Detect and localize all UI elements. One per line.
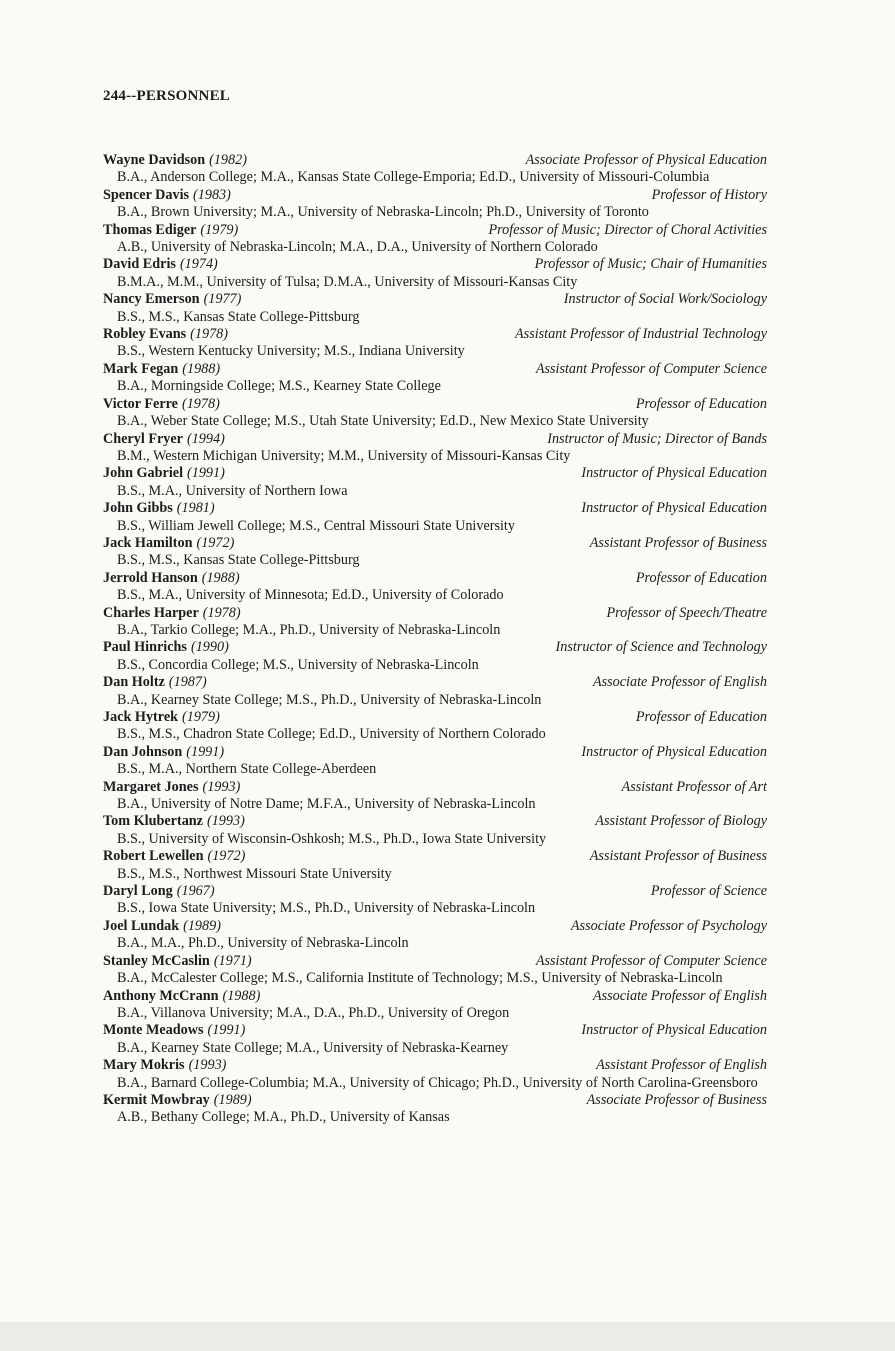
faculty-degrees: B.A., University of Notre Dame; M.F.A., University of Nebraska-Lincoln [117, 796, 536, 813]
personnel-entry [103, 361, 767, 396]
faculty-title: Professor of Education [635, 709, 767, 725]
page-bottom-margin [0, 1322, 895, 1351]
entry-heading [103, 326, 767, 343]
faculty-name: David Edris [103, 256, 176, 273]
faculty-name: Victor Ferre [103, 395, 178, 412]
entry-heading [103, 291, 767, 308]
faculty-name: Cheryl Fryer [103, 430, 183, 447]
faculty-name: Jack Hytrek [103, 709, 179, 725]
faculty-title: Professor of Education [635, 569, 767, 586]
name-and-year [103, 674, 207, 691]
faculty-name: Jack Hamilton [103, 534, 193, 551]
faculty-title: Instructor of Music; Director of Bands [547, 430, 767, 447]
appointment-year: (1989) [183, 917, 221, 934]
appointment-year: (1987) [168, 674, 207, 691]
name-and-year [103, 639, 229, 656]
faculty-name: Tom Klubertanz [103, 813, 203, 830]
faculty-degrees: B.A., Brown University; M.A., University of Nebraska-Lincoln; Ph.D., University of Toronto [117, 204, 649, 221]
faculty-degrees: B.S., Concordia College; M.S., University of Nebraska-Lincoln [117, 656, 479, 673]
faculty-title: Assistant Professor of Business [589, 534, 767, 551]
faculty-title: Instructor of Science and Technology [555, 639, 767, 656]
faculty-degrees: B.A., Kearney State College; M.S., Ph.D., University of Nebraska-Lincoln [117, 691, 542, 708]
appointment-year: (1993) [202, 778, 241, 795]
faculty-name: Robert Lewellen [103, 848, 204, 865]
appointment-year: (1991) [207, 1022, 246, 1039]
personnel-entry [103, 709, 767, 744]
faculty-name: Jerrold Hanson [103, 569, 198, 586]
faculty-name: Nancy Emerson [103, 291, 200, 308]
personnel-entry [103, 535, 767, 570]
name-and-year [103, 187, 231, 204]
faculty-title: Instructor of Physical Education [581, 500, 767, 517]
faculty-title: Professor of Science [650, 883, 767, 900]
name-and-year [103, 1092, 252, 1109]
faculty-title: Assistant Professor of Industrial Technology [515, 326, 767, 343]
appointment-year: (1991) [186, 743, 225, 760]
faculty-name: Mark Fegan [103, 360, 179, 377]
appointment-year: (1979) [200, 221, 239, 238]
entry-heading [103, 361, 767, 378]
personnel-entry [103, 1057, 767, 1092]
faculty-name: Margaret Jones [103, 778, 199, 795]
entry-heading [103, 152, 767, 169]
name-and-year [103, 396, 220, 413]
personnel-entry [103, 918, 767, 953]
appointment-year: (1977) [203, 291, 242, 308]
faculty-degrees: B.A., Morningside College; M.S., Kearney State College [117, 378, 441, 395]
faculty-degrees: B.A., Anderson College; M.A., Kansas State College-Emporia; Ed.D., University of Missouri-Columbia [117, 169, 710, 186]
faculty-title: Assistant Professor of Computer Science [535, 360, 767, 377]
appointment-year: (1988) [182, 360, 221, 377]
page-header: 244--PERSONNEL [103, 88, 230, 104]
appointment-year: (1978) [181, 395, 220, 412]
faculty-name: John Gibbs [103, 500, 173, 517]
faculty-degrees: B.S., M.S., Chadron State College; Ed.D., University of Northern Colorado [117, 726, 546, 743]
entry-heading [103, 848, 767, 865]
entry-heading [103, 570, 767, 587]
faculty-degrees: B.A., Barnard College-Columbia; M.A., University of Chicago; Ph.D., University of North Carolina-Greensboro [117, 1074, 758, 1091]
entry-heading [103, 674, 767, 691]
personnel-entry [103, 674, 767, 709]
faculty-title: Instructor of Physical Education [581, 743, 767, 760]
name-and-year [103, 500, 215, 517]
entry-heading [103, 639, 767, 656]
entry-heading [103, 953, 767, 970]
entry-heading [103, 1022, 767, 1039]
faculty-title: Assistant Professor of Computer Science [535, 952, 767, 969]
entry-heading [103, 500, 767, 517]
personnel-entry [103, 291, 767, 326]
personnel-entry [103, 431, 767, 466]
personnel-entry [103, 222, 767, 257]
faculty-degrees: B.A., Kearney State College; M.A., University of Nebraska-Kearney [117, 1039, 509, 1056]
faculty-title: Associate Professor of Psychology [570, 917, 767, 934]
name-and-year [103, 605, 241, 622]
appointment-year: (1978) [190, 326, 228, 343]
appointment-year: (1978) [202, 604, 241, 621]
faculty-degrees: B.M., Western Michigan University; M.M., University of Missouri-Kansas City [117, 447, 571, 464]
personnel-entry [103, 988, 767, 1023]
faculty-title: Assistant Professor of Biology [595, 813, 767, 830]
faculty-name: Stanley McCaslin [103, 952, 210, 969]
faculty-degrees: B.S., Iowa State University; M.S., Ph.D., University of Nebraska-Lincoln [117, 900, 536, 917]
personnel-entry [103, 744, 767, 779]
name-and-year [103, 465, 225, 482]
name-and-year [103, 918, 221, 935]
appointment-year: (1983) [193, 186, 231, 203]
entry-heading [103, 779, 767, 796]
faculty-name: Monte Meadows [103, 1022, 204, 1039]
entry-heading [103, 465, 767, 482]
faculty-title: Instructor of Physical Education [581, 465, 767, 482]
name-and-year [103, 813, 245, 830]
faculty-degrees: B.S., M.A., University of Northern Iowa [117, 482, 348, 499]
name-and-year [103, 256, 218, 273]
appointment-year: (1989) [213, 1091, 252, 1108]
personnel-entry [103, 813, 767, 848]
entry-heading [103, 1092, 767, 1109]
personnel-entry [103, 152, 767, 187]
entry-heading [103, 918, 767, 935]
faculty-degrees: B.A., Weber State College; M.S., Utah State University; Ed.D., New Mexico State University [117, 413, 649, 430]
entry-heading [103, 256, 767, 273]
appointment-year: (1988) [201, 569, 240, 586]
personnel-entry [103, 848, 767, 883]
faculty-degrees: A.B., University of Nebraska-Lincoln; M.A., D.A., University of Northern Colorado [117, 239, 598, 256]
name-and-year [103, 152, 247, 169]
faculty-degrees: B.M.A., M.M., University of Tulsa; D.M.A., University of Missouri-Kansas City [117, 273, 578, 290]
appointment-year: (1991) [187, 465, 225, 482]
personnel-entry [103, 1022, 767, 1057]
appointment-year: (1972) [196, 534, 235, 551]
faculty-name: Joel Lundak [103, 917, 180, 934]
name-and-year [103, 1022, 245, 1039]
appointment-year: (1993) [188, 1057, 227, 1074]
appointment-year: (1981) [176, 500, 215, 517]
name-and-year [103, 988, 260, 1005]
faculty-title: Assistant Professor of Art [621, 778, 767, 795]
appointment-year: (1993) [206, 813, 245, 830]
faculty-name: Anthony McCrann [103, 987, 219, 1004]
faculty-degrees: B.S., M.A., Northern State College-Aberdeen [117, 761, 377, 778]
faculty-name: Kermit Mowbray [103, 1091, 210, 1108]
entry-heading [103, 883, 767, 900]
faculty-degrees: B.S., M.A., University of Minnesota; Ed.D., University of Colorado [117, 587, 504, 604]
personnel-entry [103, 605, 767, 640]
appointment-year: (1972) [207, 848, 246, 865]
name-and-year [103, 744, 224, 761]
faculty-degrees: B.A., Tarkio College; M.A., Ph.D., University of Nebraska-Lincoln [117, 621, 501, 638]
faculty-name: Wayne Davidson [103, 152, 206, 168]
faculty-degrees: B.S., William Jewell College; M.S., Central Missouri State University [117, 517, 515, 534]
name-and-year [103, 535, 234, 552]
entry-heading [103, 535, 767, 552]
name-and-year [103, 361, 220, 378]
faculty-title: Professor of Music; Director of Choral Activities [488, 221, 767, 238]
personnel-entry [103, 465, 767, 500]
name-and-year [103, 431, 225, 448]
personnel-entry [103, 779, 767, 814]
faculty-title: Instructor of Social Work/Sociology [563, 291, 767, 308]
name-and-year [103, 953, 252, 970]
faculty-degrees: B.S., M.S., Kansas State College-Pittsburg [117, 552, 360, 569]
appointment-year: (1990) [190, 639, 229, 656]
entry-heading [103, 709, 767, 726]
entry-heading [103, 988, 767, 1005]
entry-heading [103, 222, 767, 239]
entry-heading [103, 744, 767, 761]
personnel-entry [103, 326, 767, 361]
faculty-title: Professor of Music; Chair of Humanities [534, 256, 767, 273]
personnel-entry [103, 953, 767, 988]
name-and-year [103, 709, 220, 726]
appointment-year: (1974) [179, 256, 218, 273]
name-and-year [103, 1057, 226, 1074]
name-and-year [103, 570, 240, 587]
faculty-name: Charles Harper [103, 604, 199, 621]
faculty-title: Associate Professor of English [592, 987, 767, 1004]
personnel-entry [103, 883, 767, 918]
faculty-degrees: B.S., Western Kentucky University; M.S., Indiana University [117, 343, 465, 360]
faculty-name: Spencer Davis [103, 186, 190, 203]
name-and-year [103, 848, 245, 865]
faculty-title: Assistant Professor of Business [589, 848, 767, 865]
appointment-year: (1994) [186, 430, 225, 447]
personnel-entry [103, 256, 767, 291]
faculty-name: Robley Evans [103, 326, 187, 343]
faculty-degrees: B.S., University of Wisconsin-Oshkosh; M.S., Ph.D., Iowa State University [117, 830, 547, 847]
entry-heading [103, 605, 767, 622]
personnel-entry [103, 500, 767, 535]
faculty-title: Instructor of Physical Education [581, 1022, 767, 1039]
entry-heading [103, 396, 767, 413]
personnel-entry [103, 1092, 767, 1127]
faculty-name: Dan Holtz [103, 674, 165, 691]
entry-heading [103, 1057, 767, 1074]
appointment-year: (1979) [182, 709, 220, 725]
faculty-title: Associate Professor of English [592, 674, 767, 691]
faculty-title: Professor of Education [635, 395, 767, 412]
faculty-name: Daryl Long [103, 883, 173, 900]
entry-heading [103, 431, 767, 448]
faculty-name: Paul Hinrichs [103, 639, 187, 656]
faculty-name: Thomas Ediger [103, 221, 197, 238]
appointment-year: (1971) [213, 952, 252, 969]
faculty-title: Associate Professor of Business [586, 1091, 767, 1108]
personnel-entry [103, 187, 767, 222]
personnel-entry [103, 396, 767, 431]
faculty-title: Professor of History [651, 186, 767, 203]
entry-heading [103, 187, 767, 204]
faculty-title: Associate Professor of Physical Education [525, 152, 767, 168]
appointment-year: (1982) [209, 152, 247, 168]
name-and-year [103, 779, 240, 796]
personnel-list [103, 152, 767, 1127]
appointment-year: (1988) [222, 987, 261, 1004]
faculty-title: Assistant Professor of English [596, 1057, 767, 1074]
name-and-year [103, 326, 228, 343]
faculty-name: John Gabriel [103, 465, 184, 482]
name-and-year [103, 883, 215, 900]
faculty-degrees: B.S., M.S., Kansas State College-Pittsburg [117, 308, 360, 325]
name-and-year [103, 222, 238, 239]
personnel-entry [103, 570, 767, 605]
personnel-entry [103, 639, 767, 674]
faculty-degrees: B.S., M.S., Northwest Missouri State University [117, 865, 392, 882]
entry-heading [103, 813, 767, 830]
name-and-year [103, 291, 241, 308]
faculty-title: Professor of Speech/Theatre [606, 604, 767, 621]
faculty-degrees: B.A., Villanova University; M.A., D.A., Ph.D., University of Oregon [117, 1004, 510, 1021]
faculty-name: Mary Mokris [103, 1057, 185, 1074]
faculty-degrees: B.A., M.A., Ph.D., University of Nebraska-Lincoln [117, 935, 409, 952]
appointment-year: (1967) [176, 883, 215, 900]
faculty-degrees: B.A., McCalester College; M.S., California Institute of Technology; M.S., University of Nebraska-Lincoln [117, 970, 723, 987]
faculty-name: Dan Johnson [103, 743, 183, 760]
faculty-degrees: A.B., Bethany College; M.A., Ph.D., University of Kansas [117, 1109, 450, 1126]
